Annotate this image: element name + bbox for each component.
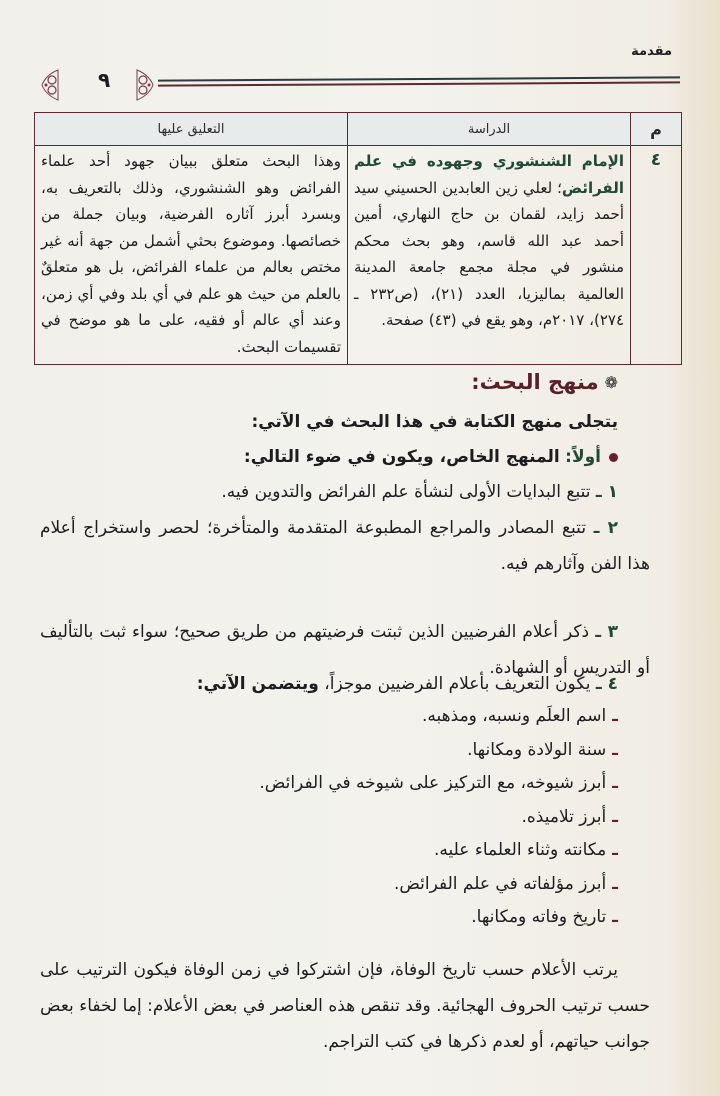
bullet-icon: [609, 453, 618, 462]
column-header-number: م: [631, 113, 682, 146]
sub-list-item: ـ اسم العلَم ونسبه، ومذهبه.: [422, 706, 618, 726]
sub-list-item: ـ أبرز شيوخه، مع التركيز على شيوخه في الفرائض.: [259, 773, 618, 793]
column-header-comment: التعليق عليها: [35, 113, 348, 146]
sub-list-item: ـ سنة الولادة ومكانها.: [467, 739, 618, 760]
flower-ornament-icon: ❁: [604, 372, 618, 392]
ornament-icon: [135, 68, 155, 102]
item-number: ١ ـ: [595, 482, 618, 502]
study-title: الإمام الشنشوري وجهوده في علم الفرائض: [354, 152, 624, 197]
comment-cell: وهذا البحث متعلق ببيان جهود أحد علماء الفرائض وهو الشنشوري، وذلك بالتعريف به، وبسرد أبرز آثاره الفرضية، وبيان جملة من خصائصها. وموضوع بحثي أشمل من جهة أنه غير مختص بعالم من علماء الفرائض، بل هو متعلقٌ بالعلم من حيث هو علم في أي بلد وفي أي زمن، وعند أي عالم أو فقيه، على ما هو موضح في تقسيمات البحث.: [35, 146, 348, 365]
page-number: ٩: [98, 68, 111, 92]
sub-items-list: [60, 700, 618, 935]
sub-list-item: ـ تاريخ وفاته ومكانها.: [471, 907, 618, 927]
item-number: ٣ ـ: [595, 622, 618, 642]
table-header-row: [35, 113, 682, 146]
header-rule-line: [158, 76, 680, 81]
item-text: ذكر أعلام الفرضيين الذين ثبتت فرضيتهم من طريق صحيح؛ سواء ثبت بالتأليف أو التدريس أو الشهادة.: [40, 622, 650, 678]
sub-list-item: ـ أبرز مؤلفاته في علم الفرائض.: [393, 873, 618, 894]
intro-paragraph: يتجلى منهج الكتابة في هذا البحث في الآتي:: [251, 412, 618, 432]
first-label: أولاً:: [565, 447, 601, 467]
first-text: المنهج الخاص، ويكون في ضوء التالي:: [243, 447, 560, 467]
sub-list-item: ـ مكانته وثناء العلماء عليه.: [434, 840, 618, 860]
list-item: [40, 510, 650, 582]
table-row: [35, 146, 682, 365]
first-approach-line: [40, 439, 618, 475]
studies-table: [34, 112, 682, 365]
header-rule: [158, 78, 680, 84]
closing-paragraph: يرتب الأعلام حسب تاريخ الوفاة، فإن اشتركوا في زمن الوفاة فيكون الترتيب على حسب ترتيب الحروف الهجائية. وقد تنقص هذه العناصر في بعض الأعلام: إما لخفاء بعض جوانب حياتهم، أو لعدم ذكرها في كتب التراجم.: [40, 960, 650, 1052]
column-header-study: الدراسة: [348, 113, 631, 146]
section-heading: [471, 370, 618, 394]
study-cell: [348, 146, 631, 365]
ornament-icon: [40, 68, 60, 102]
list-item: [40, 666, 618, 702]
sub-list-item: ـ أبرز تلاميذه.: [521, 806, 618, 827]
item-number: ٤ ـ: [595, 674, 618, 694]
row-number: ٤: [631, 146, 682, 365]
study-details: ؛ لعلي زين العابدين الحسيني سيد أحمد زايد، لقمان بن حاج النهاري، أمين أحمد عبد الله قاسم، وهو بحث محكم منشور في مجلة مجمع جامعة المدينة العالمية بماليزيا، العدد (٢١)، (ص٢٣٢ ـ ٢٧٤)، ٢٠١٧م، وهو يقع في (٤٣) صفحة.: [354, 178, 624, 329]
header-rule-line: [158, 81, 680, 86]
section-heading-text: منهج البحث:: [471, 370, 599, 394]
item-number: ٢ ـ: [593, 518, 619, 538]
item-text: تتبع المصادر والمراجع المطبوعة المتقدمة والمتأخرة؛ لحصر واستخراج أعلام هذا الفن وآثارهم فيه.: [40, 518, 650, 574]
item-text: تتبع البدايات الأولى لنشأة علم الفرائض والتدوين فيه.: [221, 482, 591, 502]
running-title: مقدمة: [631, 44, 672, 59]
list-item: [40, 474, 618, 510]
item-text: يكون التعريف بأعلام الفرضيين موجزاً،: [324, 674, 591, 694]
item-bold-tail: ويتضمن الآتي:: [196, 674, 319, 694]
